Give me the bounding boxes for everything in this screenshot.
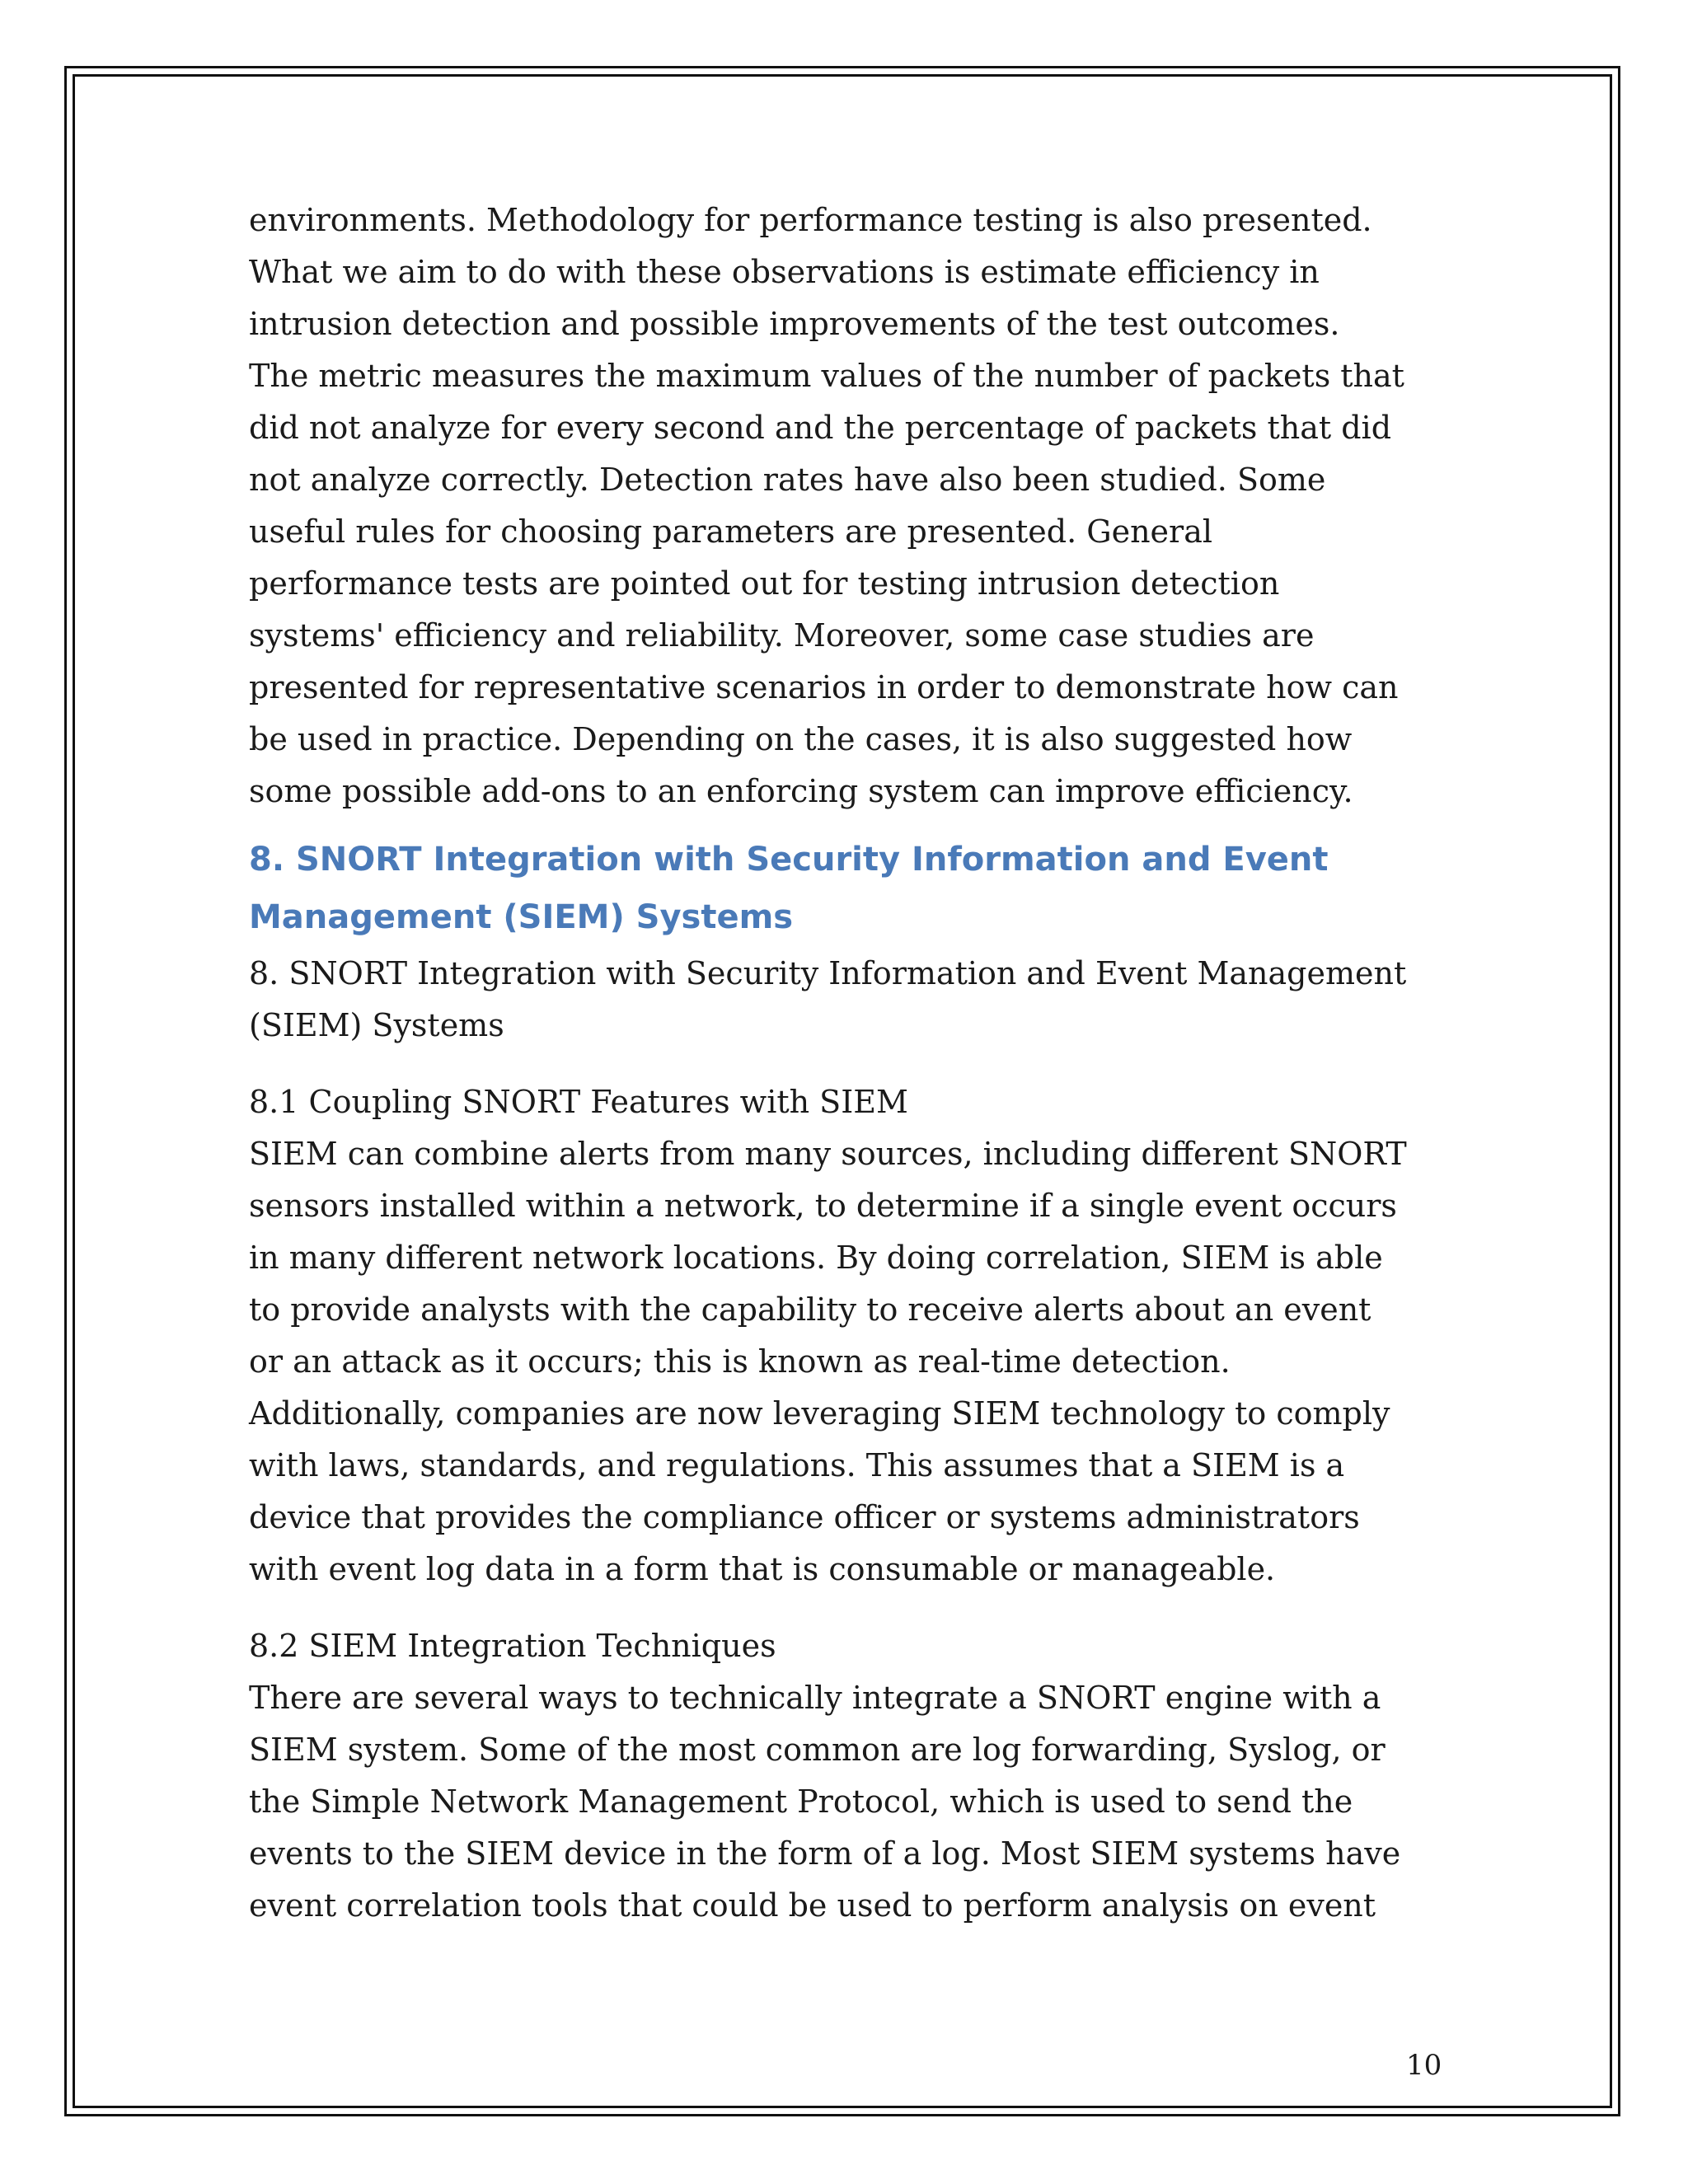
text-line: performance tests are pointed out for testing intrusion detection <box>249 565 1280 602</box>
text-line: to provide analysts with the capability to receive alerts about an event <box>249 1291 1372 1328</box>
text-line: SIEM system. Some of the most common are log forwarding, Syslog, or <box>249 1732 1386 1768</box>
text-line: with laws, standards, and regulations. This assumes that a SIEM is a <box>249 1447 1345 1483</box>
text-line: some possible add-ons to an enforcing system can improve efficiency. <box>249 773 1353 809</box>
page-content <box>249 194 1452 1932</box>
paragraph-gap <box>249 1052 1452 1076</box>
text-line: systems' efficiency and reliability. Moreover, some case studies are <box>249 617 1315 654</box>
subsection-8-2 <box>249 1620 1452 1932</box>
paragraph-gap <box>249 1596 1452 1620</box>
text-line: presented for representative scenarios in order to demonstrate how can <box>249 669 1399 705</box>
section-title-repeat <box>249 948 1452 1052</box>
text-line: did not analyze for every second and the percentage of packets that did <box>249 410 1392 446</box>
text-line: What we aim to do with these observations is estimate efficiency in <box>249 254 1320 290</box>
page-number: 10 <box>1406 2049 1442 2082</box>
text-line: device that provides the compliance officer or systems administrators <box>249 1499 1360 1535</box>
heading-line: 8. SNORT Integration with Security Information and Event <box>249 841 1329 879</box>
section-heading <box>249 831 1452 946</box>
text-line: events to the SIEM device in the form of a log. Most SIEM systems have <box>249 1835 1401 1872</box>
text-line: be used in practice. Depending on the cases, it is also suggested how <box>249 721 1353 757</box>
heading-line: Management (SIEM) Systems <box>249 898 794 936</box>
text-line: in many different network locations. By doing correlation, SIEM is able <box>249 1240 1383 1276</box>
text-line: with event log data in a form that is consumable or manageable. <box>249 1551 1276 1587</box>
subsection-8-1 <box>249 1076 1452 1596</box>
text-line: useful rules for choosing parameters are presented. General <box>249 513 1213 550</box>
text-line: There are several ways to technically integrate a SNORT engine with a <box>249 1680 1381 1716</box>
text-line: 8. SNORT Integration with Security Information and Event Management <box>249 955 1407 991</box>
text-line: sensors installed within a network, to determine if a single event occurs <box>249 1188 1397 1224</box>
subsection-title: 8.1 Coupling SNORT Features with SIEM <box>249 1084 908 1120</box>
text-line: not analyze correctly. Detection rates have also been studied. Some <box>249 462 1326 498</box>
intro-paragraph <box>249 194 1452 818</box>
text-line: intrusion detection and possible improvements of the test outcomes. <box>249 306 1340 342</box>
text-line: or an attack as it occurs; this is known as real-time detection. <box>249 1343 1231 1380</box>
text-line: event correlation tools that could be used to perform analysis on event <box>249 1887 1376 1924</box>
text-line: Additionally, companies are now leveraging SIEM technology to comply <box>249 1395 1390 1432</box>
text-line: environments. Methodology for performance testing is also presented. <box>249 202 1372 238</box>
text-line: the Simple Network Management Protocol, which is used to send the <box>249 1783 1353 1820</box>
text-line: (SIEM) Systems <box>249 1007 504 1043</box>
text-line: The metric measures the maximum values of the number of packets that <box>249 358 1404 394</box>
text-line: SIEM can combine alerts from many sources, including different SNORT <box>249 1136 1407 1172</box>
subsection-title: 8.2 SIEM Integration Techniques <box>249 1628 776 1664</box>
